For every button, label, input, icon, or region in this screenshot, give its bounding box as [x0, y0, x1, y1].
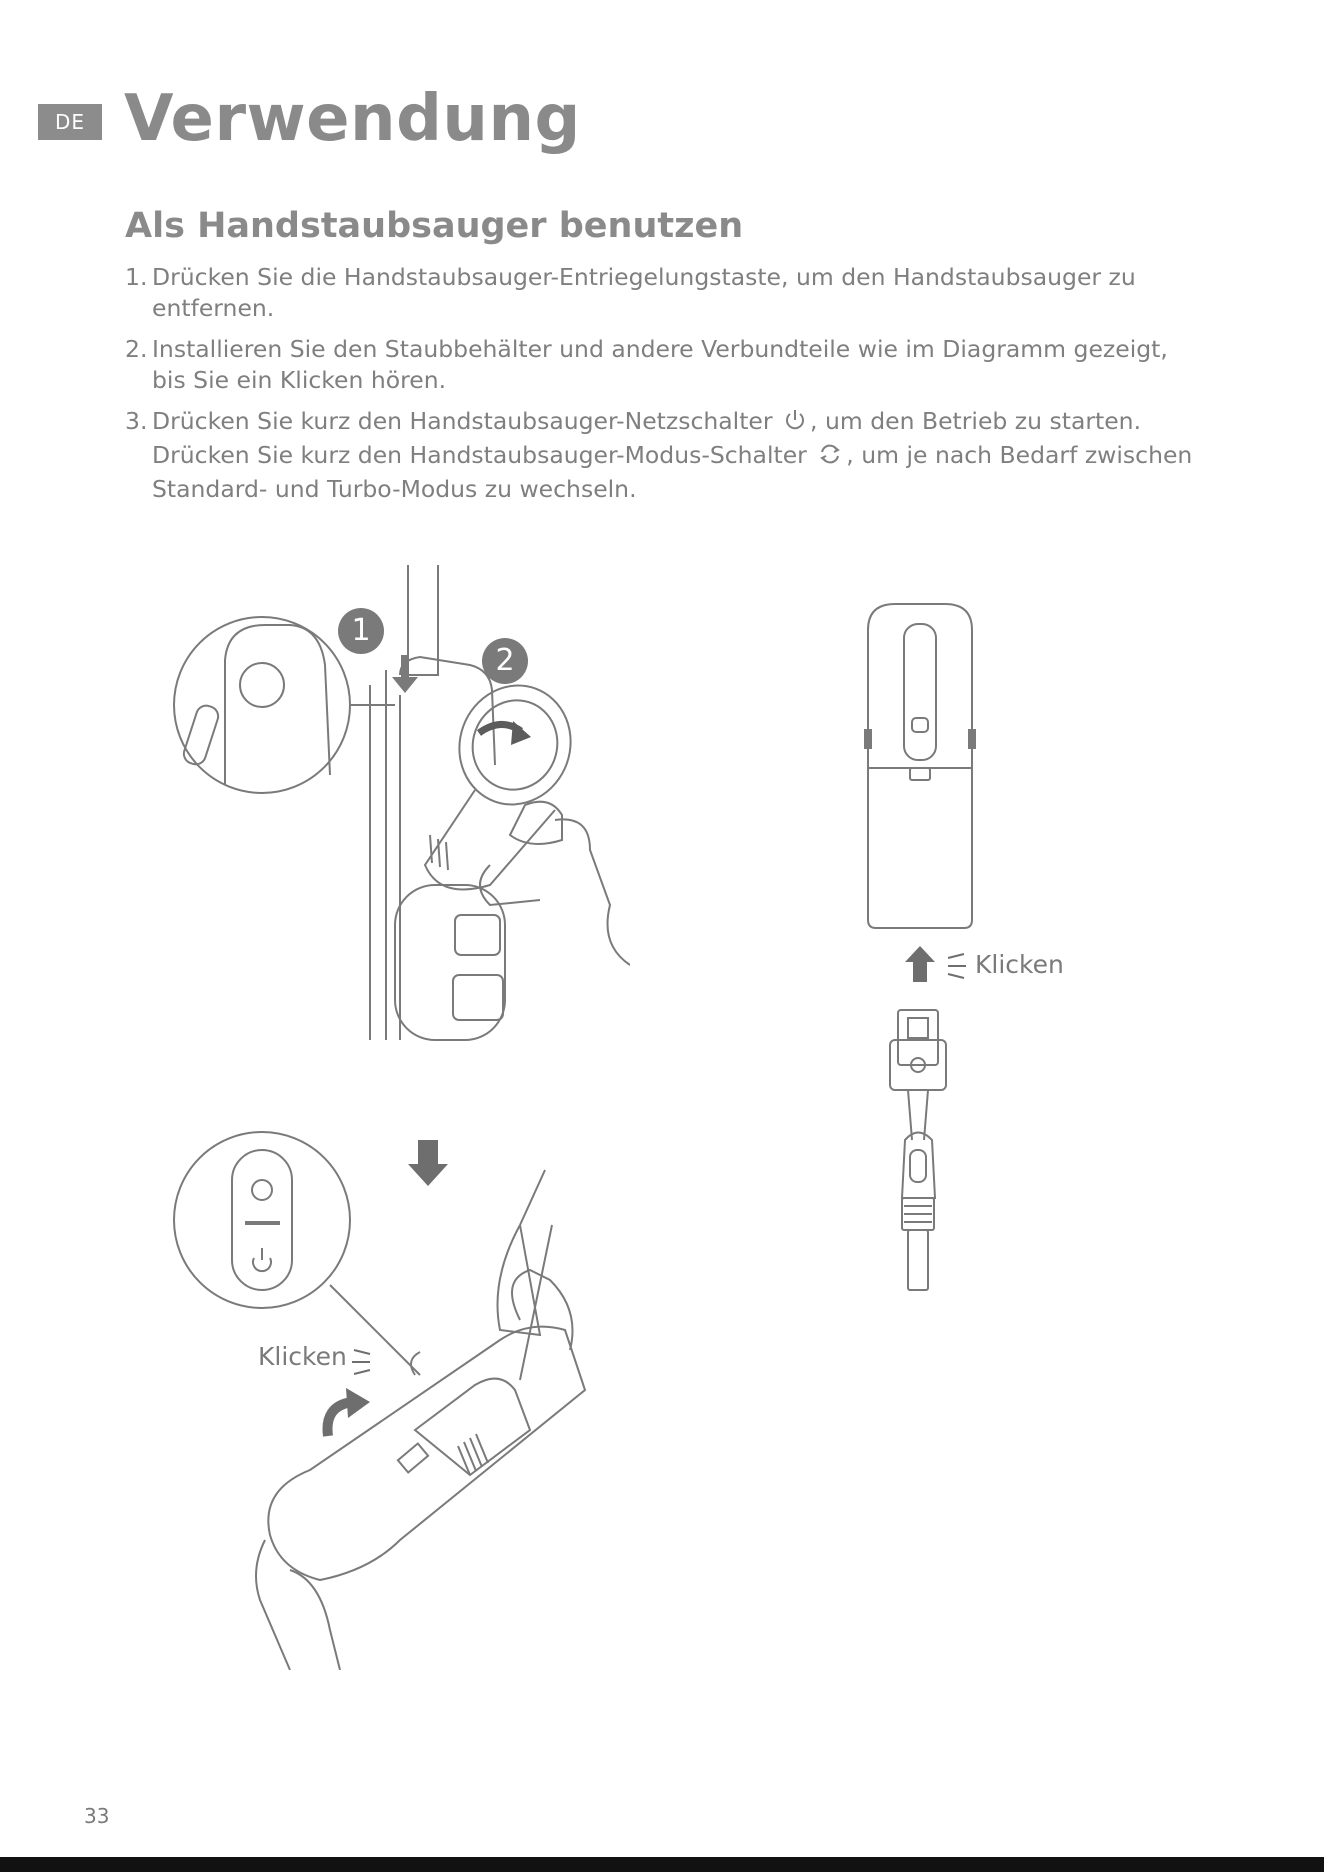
step-2	[125, 334, 1200, 396]
step-text: Drücken Sie kurz den Handstaubsauger-Modus-Schalter	[152, 441, 807, 469]
click-sound-icon	[350, 1348, 372, 1376]
section-subtitle: Als Handstaubsauger benutzen	[125, 206, 744, 246]
power-icon	[784, 408, 806, 440]
callout-badge-2: 2	[482, 638, 528, 684]
insert-down-arrow-icon	[408, 1140, 448, 1186]
illustration-remove-handheld	[170, 565, 630, 1045]
step-1	[125, 262, 1200, 324]
press-down-arrow-icon	[392, 655, 418, 695]
step-text: , um den Betrieb zu starten.	[810, 407, 1142, 435]
step-number: 2.	[125, 335, 148, 363]
up-arrow-icon	[905, 946, 935, 982]
illustration-attach-container	[170, 1130, 600, 1670]
page-number: 33	[84, 1804, 110, 1828]
bottom-border	[0, 1857, 1324, 1872]
step-number: 1.	[125, 263, 148, 291]
click-label: Klicken	[975, 950, 1064, 979]
step-number: 3.	[125, 407, 148, 435]
figure-assemble-parts	[860, 600, 1064, 1295]
click-sound-icon	[946, 952, 968, 980]
step-3	[125, 406, 1200, 505]
figure-remove-handheld	[170, 565, 630, 1045]
figure-attach-container	[170, 1130, 600, 1670]
instruction-steps	[125, 262, 1200, 515]
language-badge: DE	[38, 104, 102, 140]
mode-switch-icon	[818, 442, 842, 474]
step-text: , um je nach Bedarf zwischen Standard- und Turbo-Modus zu wechseln.	[152, 441, 1193, 503]
curved-arrow-icon	[322, 1388, 372, 1438]
click-label: Klicken	[258, 1342, 347, 1371]
rotate-arrow-icon	[475, 715, 535, 755]
page-title: Verwendung	[124, 82, 581, 156]
step-text: Drücken Sie kurz den Handstaubsauger-Netzschalter	[152, 407, 773, 435]
callout-badge-1: 1	[338, 608, 384, 654]
step-text: Drücken Sie die Handstaubsauger-Entriegelungstaste, um den Handstaubsauger zu entfernen.	[152, 263, 1136, 322]
step-text: Installieren Sie den Staubbehälter und andere Verbundteile wie im Diagramm gezeigt, bis Sie ein Klicken hören.	[152, 335, 1168, 394]
